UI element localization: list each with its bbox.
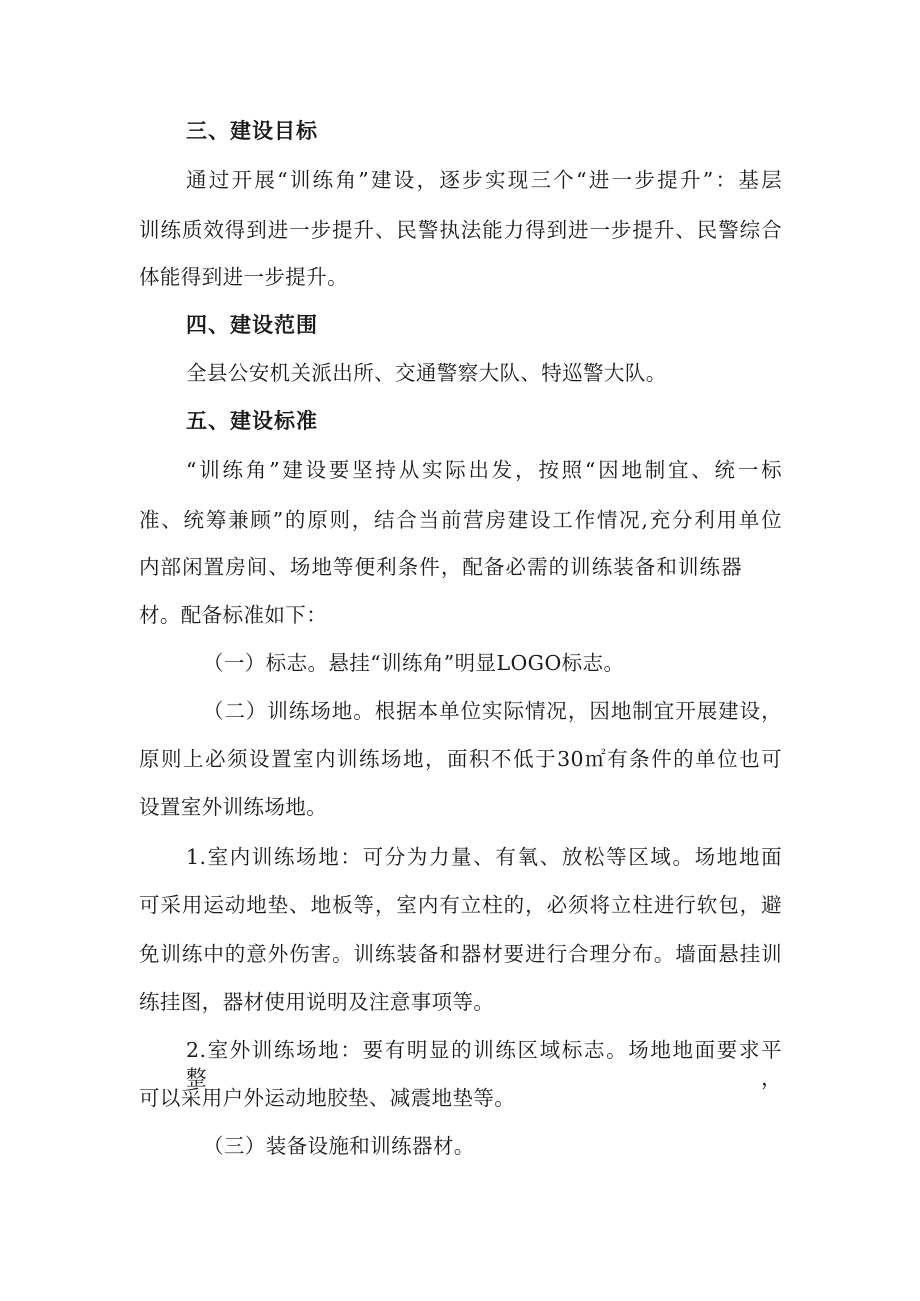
paragraph-line: 全县公安机关派出所、交通警察大队、特巡警大队。 [186,361,667,385]
list-item-logo: （一）标志。悬挂“训练角”明显LOGO标志。 [203,651,625,675]
list-item-venue: （二）训练场地。根据本单位实际情况，因地制宜开展建设， [203,699,782,723]
paragraph-line: 设置室外训练场地。 [139,795,328,819]
list-item-equipment: （三）装备设施和训练器材。 [203,1134,475,1158]
paragraph-line: 练挂图，器材使用说明及注意事项等。 [139,990,495,1014]
section-heading-scope: 四、建设范围 [186,313,318,337]
paragraph-line: 材。配备标准如下： [139,603,328,627]
paragraph-line: 准、统筹兼顾”的原则，结合当前营房建设工作情况,充分利用单位 [139,508,782,532]
section-heading-standards: 五、建设标准 [186,409,318,433]
paragraph-line: 内部闲置房间、场地等便利条件，配备必需的训练装备和训练器 [139,555,742,579]
sub-item-indoor: 1.室内训练场地：可分为力量、有氧、放松等区域。场地地面 [186,845,782,869]
paragraph-line: 可采用运动地垫、地板等，室内有立柱的，必须将立柱进行软包，避 [139,893,782,917]
paragraph-line: 体能得到进一步提升。 [139,265,348,289]
paragraph-line: 通过开展“训练角”建设，逐步实现三个“进一步提升”：基层 [186,168,782,192]
paragraph-line: 原则上必须设置室内训练场地，面积不低于30㎡有条件的单位也可 [139,747,782,771]
paragraph-line: 免训练中的意外伤害。训练装备和器材要进行合理分布。墙面悬挂训 [139,942,782,966]
paragraph-line: 可以采用户外运动地胶垫、减震地垫等。 [139,1086,516,1110]
section-heading-goals: 三、建设目标 [186,119,318,143]
paragraph-line: 训练质效得到进一步提升、民警执法能力得到进一步提升、民警综合 [139,218,782,242]
paragraph-line: “训练角”建设要坚持从实际出发，按照“因地制宜、统一标 [186,458,782,482]
sub-item-outdoor: 2.室外训练场地：要有明显的训练区域标志。场地地面要求平整， [186,1038,782,1090]
